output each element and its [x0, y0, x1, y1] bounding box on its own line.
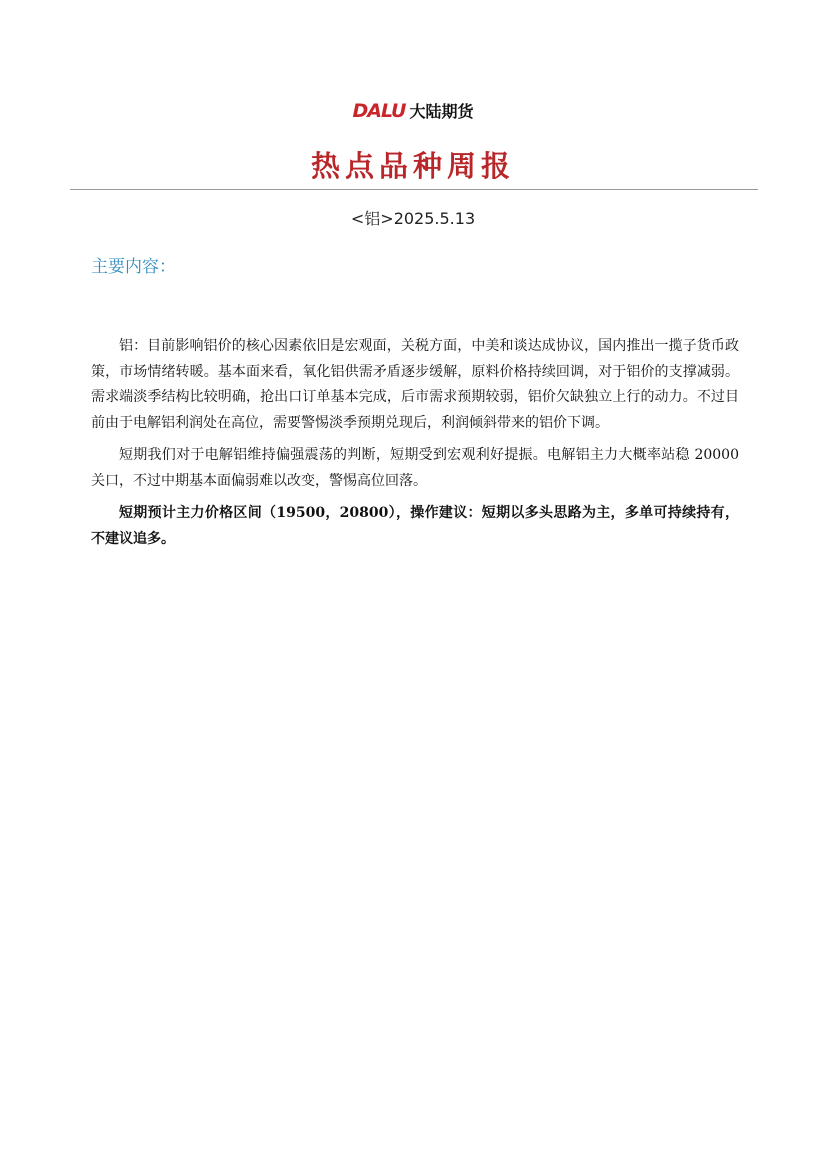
paragraph-recommendation: 短期预计主力价格区间（19500，20800），操作建议：短期以多头思路为主，多单可持续持有，不建议追多。	[91, 505, 739, 547]
report-title: 热点品种周报	[310, 149, 515, 183]
report-body	[91, 334, 739, 559]
section-heading: 主要内容：	[91, 257, 176, 277]
paragraph-short-term: 短期我们对于电解铝维持偏强震荡的判断，短期受到宏观利好提振。电解铝主力大概率站稳 20000 关口，不过中期基本面偏弱难以改变，警惕高位回落。	[91, 447, 739, 489]
report-subtitle: <铝>2025.5.13	[350, 209, 476, 228]
logo-mark: DALU	[352, 99, 406, 122]
paragraph-outlook: 铝：目前影响铝价的核心因素依旧是宏观面，关税方面，中美和谈达成协议，国内推出一揽子货币政策，市场情绪转暖。基本面来看，氧化铝供需矛盾逐步缓解，原料价格持续回调，对于铝价的支撑减弱。需求端淡季结构比较明确，抢出口订单基本完成，后市需求预期较弱，铝价欠缺独立上行的动力。不过目前由于电解铝利润处在高位，需要警惕淡季预期兑现后，利润倾斜带来的铝价下调。	[91, 338, 739, 431]
title-divider	[70, 189, 758, 190]
logo-company-name: 大陆期货	[409, 102, 474, 121]
company-logo	[0, 99, 826, 123]
